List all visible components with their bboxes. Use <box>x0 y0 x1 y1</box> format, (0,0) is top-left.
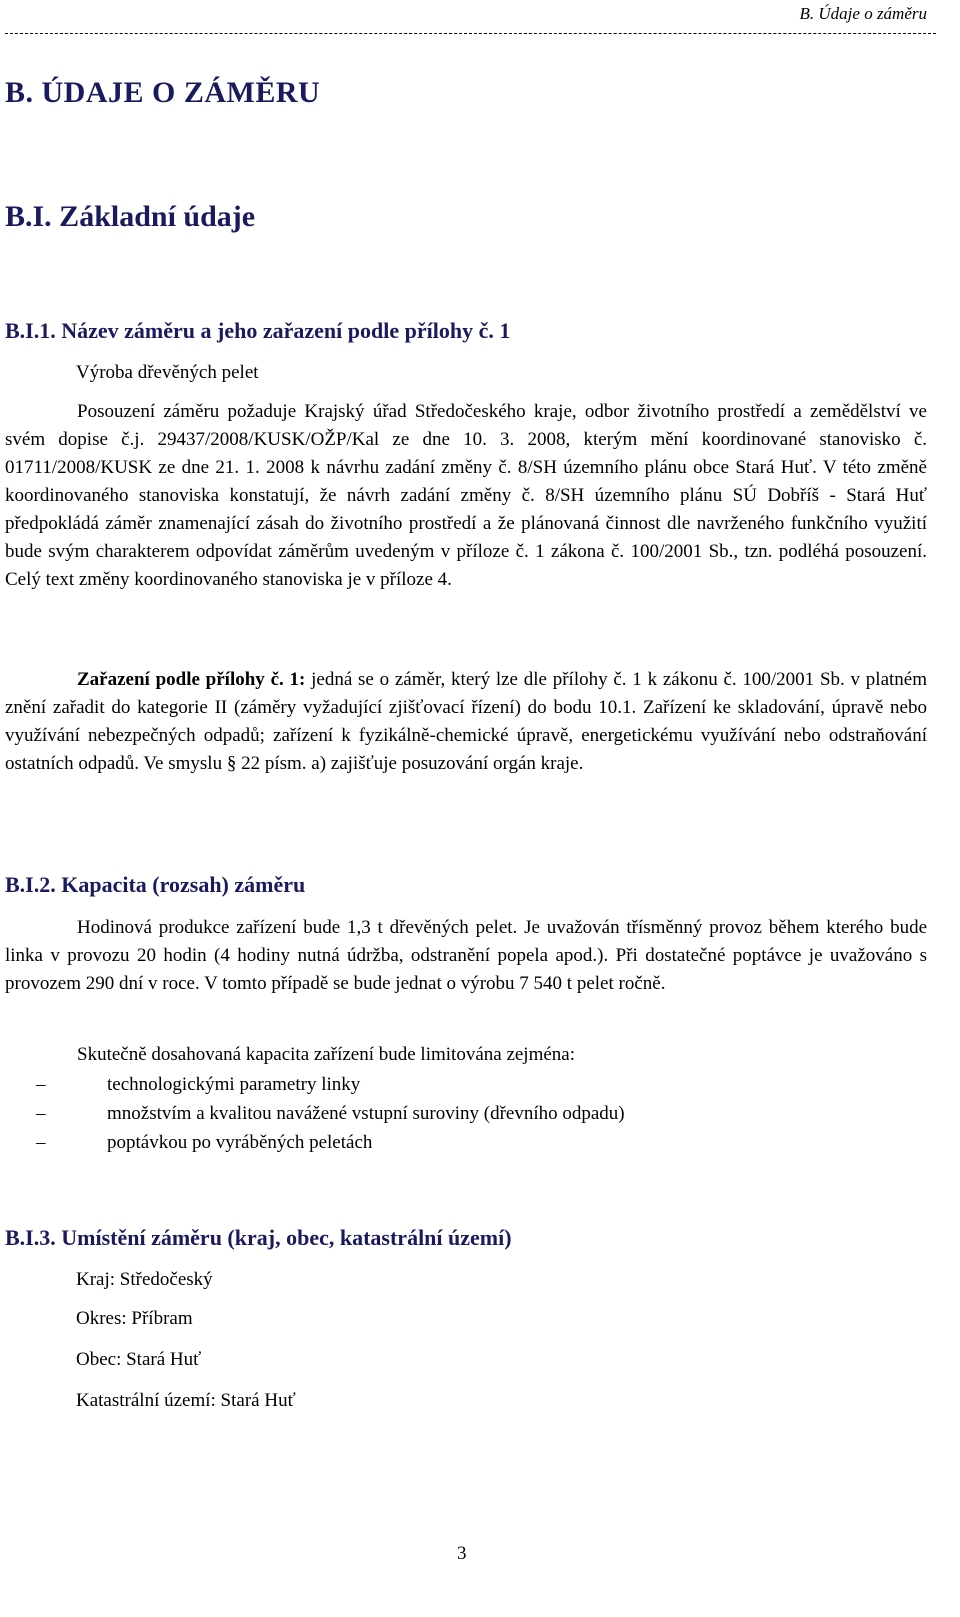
classification-paragraph <box>5 666 927 778</box>
classification-text: jedná se o záměr, který lze dle přílohy č. 1 k zákonu č. 100/2001 Sb. v platném znění zařadit do kategorie II (záměry vyžadující zjišťovací řízení) do bodu 10.1. Zařízení ke skladování, úpravě nebo využívání nebezpečných odpadů; zařízení k fyzikálně-chemické úpravě, energetickému využívání nebo odstraňování ostatních odpadů. Ve smyslu § 22 písm. a) zajišťuje posuzování orgán kraje. <box>5 669 927 774</box>
location-okres: Okres: Příbram <box>76 1308 193 1329</box>
sub-heading: B.I. Základní údaje <box>5 200 256 233</box>
classification-label: Zařazení podle přílohy č. 1: <box>77 669 306 690</box>
project-name: Výroba dřevěných pelet <box>76 362 259 383</box>
location-kraj: Kraj: Středočeský <box>76 1269 213 1290</box>
page-number: 3 <box>457 1543 467 1564</box>
header-rule <box>5 33 936 34</box>
section1-number: B.I.1. <box>5 318 56 343</box>
list-item: – poptávkou po vyráběných peletách <box>0 1128 930 1157</box>
list-item: – množstvím a kvalitou navážené vstupní suroviny (dřevního odpadu) <box>0 1099 930 1128</box>
running-header: B. Údaje o záměru <box>799 4 927 23</box>
section1-paragraph: Posouzení záměru požaduje Krajský úřad Středočeského kraje, odbor životního prostředí a zemědělství ve svém dopise č.j. 29437/2008/KUSK/OŽP/Kal ze dne 10. 3. 2008, kterým mění koordinované stanovisko č. 01711/2008/KUSK ze dne 21. 1. 2008 k návrhu zadání změny č. 8/SH územního plánu obce Stará Huť. V této změně koordinovaného stanoviska konstatují, že návrh zadání změny č. 8/SH územního plánu SÚ Dobříš - Stará Huť předpokládá záměr znamenající zásah do životního prostředí a že plánovaná činnost dle navrženého funkčního využití bude svým charakterem odpovídat záměrům uvedeným v příloze č. 1 zákona č. 100/2001 Sb., tzn. podléhá posouzení. Celý text změny koordinovaného stanoviska je v příloze 4. <box>5 401 927 590</box>
location-katastr: Katastrální území: Stará Huť <box>76 1390 296 1411</box>
main-heading: B. ÚDAJE O ZÁMĚRU <box>5 76 321 109</box>
section2-heading <box>5 872 305 898</box>
section3-heading <box>5 1225 512 1251</box>
dash-bullet: – <box>36 1103 46 1124</box>
section2-paragraph: Hodinová produkce zařízení bude 1,3 t dřevěných pelet. Je uvažován třísměnný provoz během kterého bude linka v provozu 20 hodin (4 hodiny nutná údržba, odstranění popela apod.). Při dostatečné poptávce je uvažováno s provozem 290 dní v roce. V tomto případě se bude jednat o výrobu 7 540 t pelet ročně. <box>5 917 927 994</box>
section3-title: Umístění záměru (kraj, obec, katastrální území) <box>61 1225 512 1250</box>
section1-heading <box>5 318 510 344</box>
section2-number: B.I.2. <box>5 872 56 897</box>
section2-title: Kapacita (rozsah) záměru <box>61 872 306 897</box>
section1-title: Název záměru a jeho zařazení podle přílohy č. 1 <box>61 318 511 343</box>
list-item: – technologickými parametry linky <box>0 1070 930 1099</box>
location-obec: Obec: Stará Huť <box>76 1349 202 1370</box>
dash-bullet: – <box>36 1074 46 1095</box>
limits-intro: Skutečně dosahovaná kapacita zařízení bude limitována zejména: <box>77 1044 576 1065</box>
limits-list <box>0 1070 930 1157</box>
dash-bullet: – <box>36 1132 46 1153</box>
section3-number: B.I.3. <box>5 1225 56 1250</box>
